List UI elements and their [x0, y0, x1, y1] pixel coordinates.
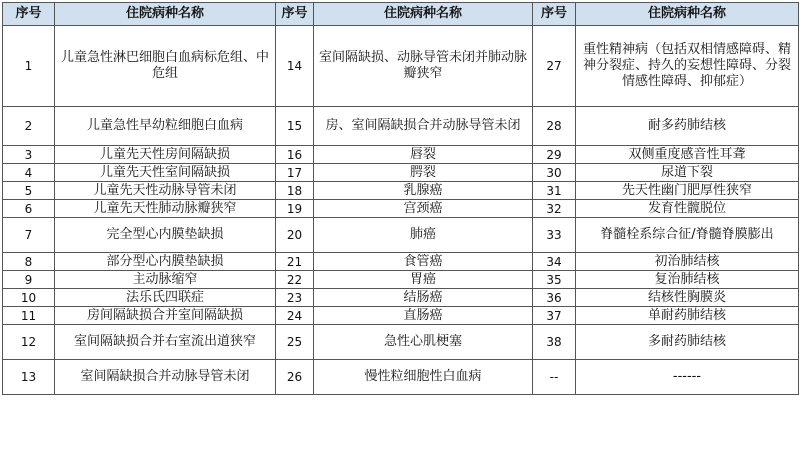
cell-disease: 急性心肌梗塞 [314, 325, 533, 360]
header-no-2: 序号 [276, 3, 314, 26]
cell-disease: 宫颈癌 [314, 200, 533, 218]
cell-disease: 食管癌 [314, 253, 533, 271]
cell-disease: 唇裂 [314, 146, 533, 164]
header-name-1: 住院病种名称 [55, 3, 276, 26]
disease-table [2, 2, 799, 395]
header-no-1: 序号 [3, 3, 55, 26]
cell-no: 17 [276, 164, 314, 182]
table-row [3, 164, 799, 182]
cell-disease: 先天性幽门肥厚性狭窄 [576, 182, 799, 200]
cell-no: 27 [533, 26, 576, 107]
cell-no: 3 [3, 146, 55, 164]
cell-disease: 室间隔缺损合并动脉导管未闭 [55, 360, 276, 395]
cell-no: 24 [276, 307, 314, 325]
cell-disease: 儿童急性淋巴细胞白血病标危组、中危组 [55, 26, 276, 107]
cell-disease: 重性精神病（包括双相情感障碍、精神分裂症、持久的妄想性障碍、分裂情感性障碍、抑郁症） [576, 26, 799, 107]
cell-no: 20 [276, 218, 314, 253]
cell-no: 21 [276, 253, 314, 271]
table-row [3, 182, 799, 200]
header-name-3: 住院病种名称 [576, 3, 799, 26]
table-row [3, 307, 799, 325]
table-row [3, 200, 799, 218]
cell-disease: 儿童急性早幼粒细胞白血病 [55, 107, 276, 146]
cell-disease: 双侧重度感音性耳聋 [576, 146, 799, 164]
cell-no: 8 [3, 253, 55, 271]
cell-no: 33 [533, 218, 576, 253]
cell-no: 35 [533, 271, 576, 289]
cell-disease: 完全型心内膜垫缺损 [55, 218, 276, 253]
cell-no: 32 [533, 200, 576, 218]
header-no-3: 序号 [533, 3, 576, 26]
cell-no: 10 [3, 289, 55, 307]
cell-disease: 复治肺结核 [576, 271, 799, 289]
table-row [3, 289, 799, 307]
cell-no: 34 [533, 253, 576, 271]
cell-no: 11 [3, 307, 55, 325]
cell-no: 22 [276, 271, 314, 289]
cell-no: 37 [533, 307, 576, 325]
cell-no: 2 [3, 107, 55, 146]
cell-no: 9 [3, 271, 55, 289]
table-row [3, 107, 799, 146]
cell-disease: 儿童先天性肺动脉瓣狭窄 [55, 200, 276, 218]
cell-disease: 室间隔缺损合并右室流出道狭窄 [55, 325, 276, 360]
cell-disease: 房、室间隔缺损合并动脉导管未闭 [314, 107, 533, 146]
cell-disease: 胃癌 [314, 271, 533, 289]
cell-disease: 房间隔缺损合并室间隔缺损 [55, 307, 276, 325]
cell-disease: 慢性粒细胞性白血病 [314, 360, 533, 395]
table-row [3, 271, 799, 289]
cell-no: 29 [533, 146, 576, 164]
cell-no: 25 [276, 325, 314, 360]
cell-no: 30 [533, 164, 576, 182]
cell-no: 26 [276, 360, 314, 395]
table-row [3, 26, 799, 107]
header-name-2: 住院病种名称 [314, 3, 533, 26]
cell-disease: 尿道下裂 [576, 164, 799, 182]
cell-no: 13 [3, 360, 55, 395]
table-body [3, 26, 799, 395]
cell-disease: 儿童先天性室间隔缺损 [55, 164, 276, 182]
cell-no: 16 [276, 146, 314, 164]
cell-no: 6 [3, 200, 55, 218]
cell-no: 23 [276, 289, 314, 307]
cell-no: 14 [276, 26, 314, 107]
table-row [3, 218, 799, 253]
cell-disease: 多耐药肺结核 [576, 325, 799, 360]
cell-no: 12 [3, 325, 55, 360]
table-row [3, 146, 799, 164]
table-row [3, 360, 799, 395]
header-row [3, 3, 799, 26]
cell-no: 7 [3, 218, 55, 253]
cell-disease: 结核性胸膜炎 [576, 289, 799, 307]
cell-no: 18 [276, 182, 314, 200]
cell-no: 31 [533, 182, 576, 200]
cell-disease: 直肠癌 [314, 307, 533, 325]
cell-disease: 发育性髋脱位 [576, 200, 799, 218]
table-row [3, 325, 799, 360]
cell-no: 1 [3, 26, 55, 107]
cell-no: 15 [276, 107, 314, 146]
cell-disease: 室间隔缺损、动脉导管未闭并肺动脉瓣狭窄 [314, 26, 533, 107]
table-row [3, 253, 799, 271]
cell-disease: 部分型心内膜垫缺损 [55, 253, 276, 271]
cell-no: 28 [533, 107, 576, 146]
cell-disease: 耐多药肺结核 [576, 107, 799, 146]
cell-disease: ------ [576, 360, 799, 395]
cell-disease: 法乐氏四联症 [55, 289, 276, 307]
cell-disease: 初治肺结核 [576, 253, 799, 271]
cell-disease: 脊髓栓系综合征/脊髓脊膜膨出 [576, 218, 799, 253]
cell-disease: 单耐药肺结核 [576, 307, 799, 325]
cell-no: 38 [533, 325, 576, 360]
cell-disease: 主动脉缩窄 [55, 271, 276, 289]
cell-no: 5 [3, 182, 55, 200]
cell-no: 4 [3, 164, 55, 182]
cell-no: -- [533, 360, 576, 395]
cell-disease: 结肠癌 [314, 289, 533, 307]
cell-no: 36 [533, 289, 576, 307]
table-header [3, 3, 799, 26]
cell-disease: 儿童先天性房间隔缺损 [55, 146, 276, 164]
cell-disease: 肺癌 [314, 218, 533, 253]
cell-disease: 儿童先天性动脉导管未闭 [55, 182, 276, 200]
cell-disease: 腭裂 [314, 164, 533, 182]
cell-disease: 乳腺癌 [314, 182, 533, 200]
cell-no: 19 [276, 200, 314, 218]
